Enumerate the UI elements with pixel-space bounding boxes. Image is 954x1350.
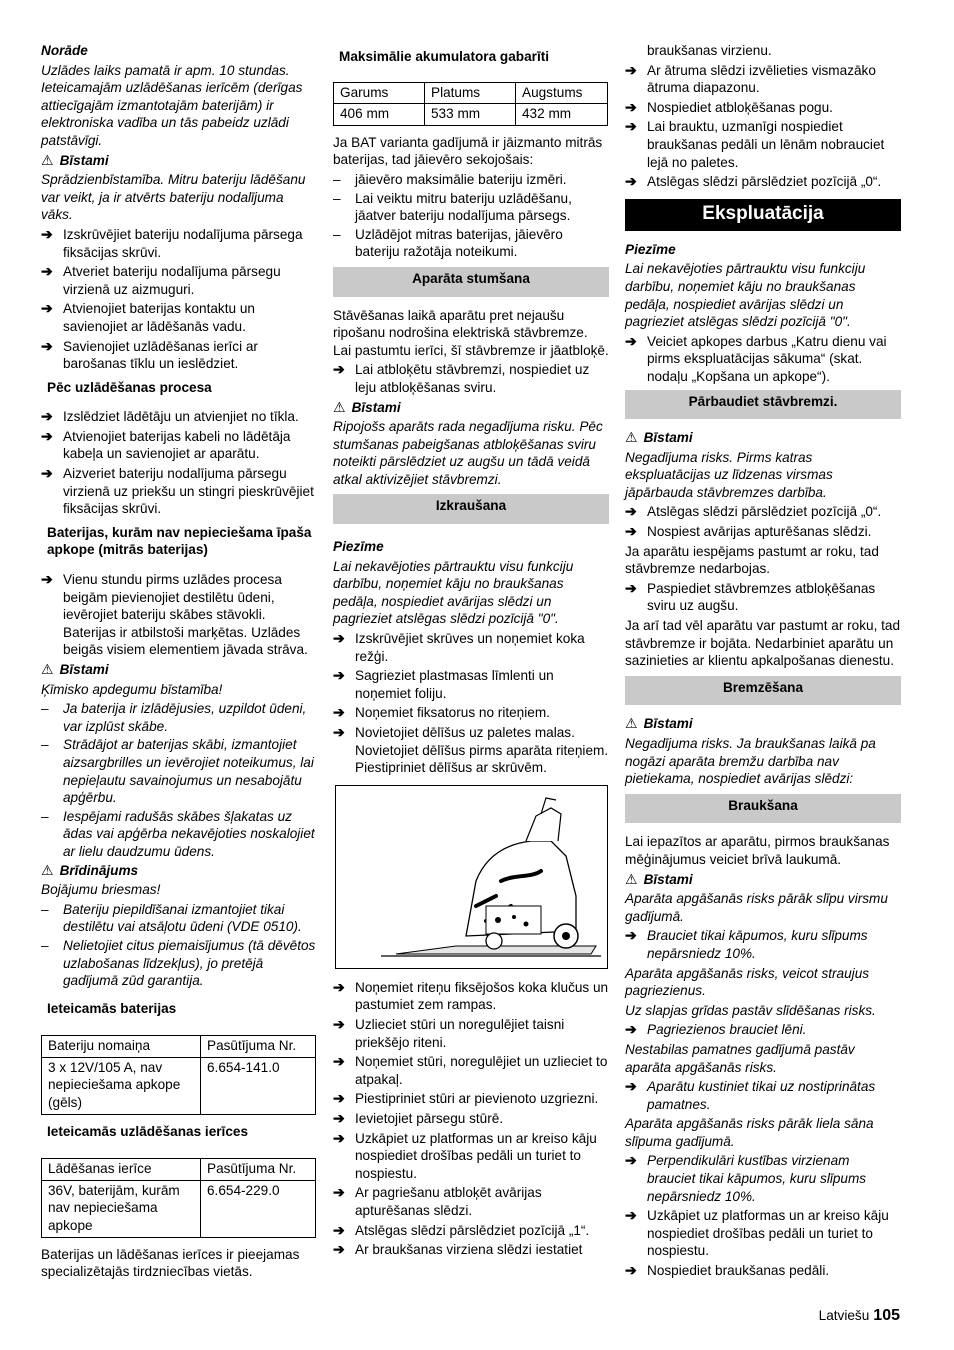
arrow-icon: ➔ [625, 98, 637, 115]
battery-table [41, 1035, 316, 1114]
dash-item: – Ja baterija ir izlādējusies, uzpildot ūdeni, var izplūst skābe. [41, 701, 307, 734]
danger-heading: ⚠ Bīstami [41, 661, 109, 677]
step-item: ➔ Atvienojiet baterijas kabeli no lādētāja kabeļa un savienojiet ar aparātu. [41, 427, 291, 462]
ride-on-machine-drawing [336, 786, 607, 968]
step-item: ➔ Ar ātruma slēdzi izvēlieties vismazāko ātruma diapazonu. [625, 61, 876, 96]
step-item: ➔ Uzlieciet stūri un noregulējiet taisni priekšējo riteni. [333, 1015, 565, 1050]
step-item: ➔ Izskrūvējiet skrūves un noņemiet koka režģi. [333, 630, 585, 664]
arrow-icon: ➔ [625, 1207, 637, 1224]
dash-item: – Nelietojiet citus piemaisījumus (tā dēvētos uzlabošanas līdzekļus), jo pretējā gadījumā zūd garantija. [41, 937, 316, 989]
arrow-icon: ➔ [625, 61, 637, 78]
step-item: ➔ Atslēgas slēdzi pārslēdziet pozīcijā „0“. [625, 503, 882, 520]
danger-heading: ⚠ Bīstami [41, 151, 109, 168]
danger-text: Nestabilas pamatnes gadījumā pastāv aparāta apgāšanās risks. [625, 1041, 855, 1075]
drive-text: Lai iepazītos ar aparātu, pirmos braukšanas mēģinājumus veiciet brīvā laukumā. [625, 834, 890, 867]
step-item: ➔ Ievietojiet pārsegu stūrē. [333, 1109, 504, 1126]
step-item: ➔ Noņemiet stūri, noregulējiet un uzlieciet to atpakaļ. [333, 1053, 608, 1087]
section-banner: Aparāta stumšana [333, 267, 609, 297]
section-banner: Pārbaudiet stāvbremzi. [625, 390, 901, 420]
note-text: Lai nekavējoties pārtrauktu visu funkciju darbību, noņemiet kāju no braukšanas pedāļa, nospiediet avārijas slēdzi un pagrieziet atslēgas slēdzi pozīcijā "0". [625, 261, 866, 330]
push-text: Stāvēšanas laikā aparātu pret nejaušu ripošanu nodrošina elektriskā stāvbremze. Lai pastumtu ierīci, šī stāvbremze ir jāatbloķē. [333, 307, 609, 358]
arrow-icon: ➔ [625, 1021, 637, 1038]
page-number: 105 [873, 1307, 900, 1324]
arrow-icon: ➔ [625, 503, 637, 520]
continued-text: braukšanas virzienu. [647, 43, 772, 58]
dash-item: – Lai veiktu mitru bateriju uzlādēšanu, jāatver bateriju nodalījuma pārsegs. [333, 190, 572, 224]
table-row: 36V, baterijām, kurām nav nepieciešama apkope 6.654-229.0 [42, 1180, 316, 1237]
danger-text: Ķīmisko apdegumu bīstamība! [41, 681, 223, 697]
arrow-icon: ➔ [333, 1090, 345, 1107]
step-item: ➔ Ar pagriešanu atbloķēt avārijas apturēšanas slēdzi. [333, 1184, 542, 1218]
section-heading: Ieteicamās baterijas [47, 1000, 177, 1016]
step-item: ➔ Aizveriet bateriju nodalījuma pārsegu virzienā uz priekšu un stingri pieskrūvējiet fiksācijas skrūvi. [41, 465, 314, 517]
step-item: ➔ Nospiest avārijas apturēšanas slēdzi. [625, 523, 872, 540]
danger-text: Aparāta apgāšanās risks, veicot straujus pagriezienus. [625, 965, 870, 999]
arrow-icon: ➔ [333, 1015, 345, 1032]
danger-text: Ripojošs aparāts rada negadījuma risku. Pēc stumšanas pabeigšanas atbloķēšanas sviru noteikti pārslēdziet uz augšu un tādā veidā atkal aktivizējiet stāvbremzi. [333, 419, 603, 487]
step-item: ➔ Piestipriniet stūri ar pievienoto uzgriezni. [333, 1090, 599, 1107]
column-2 [333, 42, 609, 1261]
danger-text: Negadījuma risks. Ja braukšanas laikā pa nogāzi aparāta bremžu darbība nav pietiekama, nospiediet avārijas slēdzi: [625, 736, 876, 787]
arrow-icon: ➔ [625, 173, 637, 190]
danger-text: Aparāta apgāšanās risks pārāk liela sāna slīpuma gadījumā. [625, 1116, 874, 1149]
step-item: ➔ Atslēgas slēdzi pārslēdziet pozīcijā „0“. [625, 173, 882, 190]
arrow-icon: ➔ [625, 332, 637, 349]
arrow-icon: ➔ [41, 465, 53, 482]
step-item: ➔ Atveriet bateriju nodalījuma pārsegu virzienā uz aizmuguri. [41, 263, 281, 297]
arrow-icon: ➔ [333, 724, 345, 740]
step-item: ➔ Lai atbloķētu stāvbremzi, nospiediet uz leju atbloķēšanas sviru. [333, 361, 590, 395]
step-item: ➔ Nospiediet atbloķēšanas pogu. [625, 98, 833, 115]
arrow-icon: ➔ [333, 704, 345, 721]
danger-text: Uz slapjas grīdas pastāv slīdēšanas risks. [625, 1002, 876, 1018]
warning-triangle-icon: ⚠ [41, 861, 54, 878]
step-item: ➔ Sagrieziet plastmasas līmlenti un noņemiet foliju. [333, 667, 554, 701]
charger-table [41, 1158, 316, 1237]
step-item: ➔ Noņemiet fiksatorus no riteņiem. [333, 704, 550, 721]
arrow-icon: ➔ [625, 118, 637, 135]
arrow-icon: ➔ [41, 337, 53, 354]
arrow-icon: ➔ [333, 1053, 345, 1070]
dash-item: – Strādājot ar baterijas skābi, izmantojiet aizsargbrilles un ievērojiet noteikumus, lai nepieļautu savainojumus un nesabojātu apģērbu. [41, 737, 314, 806]
availability-text: Baterijas un lādēšanas ierīces ir pieejamas specializētajās tirdzniecības vietās. [41, 1246, 300, 1280]
notice-text: Uzlādes laiks pamatā ir apm. 10 stundas. Ieteicamajām uzlādēšanas ierīcēm (derīgas attiecīgajām izmantotajām baterijām) ir elektroniska vadība un tās pabeidz uzlādi patstāvīgi. [41, 62, 303, 148]
dash-item: – jāievēro maksimālie bateriju izmēri. [333, 171, 567, 187]
danger-text: Sprādzienbīstamība. Mitru bateriju lādēšanu var veikt, ja ir atvērts bateriju nodalījuma vāks. [41, 172, 306, 223]
arrow-icon: ➔ [625, 1262, 637, 1279]
arrow-icon: ➔ [333, 1129, 345, 1146]
arrow-icon: ➔ [41, 408, 53, 425]
section-heading: Maksimālie akumulatora gabarīti [339, 49, 550, 64]
step-item: ➔ Atvienojiet baterijas kontaktu un savienojiet ar lādēšanās vadu. [41, 300, 255, 334]
arrow-icon: ➔ [41, 571, 53, 588]
warning-triangle-icon: ⚠ [333, 398, 346, 415]
arrow-icon: ➔ [333, 1184, 345, 1201]
notice-heading: Norāde [41, 43, 88, 58]
warning-triangle-icon: ⚠ [41, 661, 54, 677]
note-text: Lai nekavējoties pārtrauktu visu funkciju darbību, noņemiet kāju no braukšanas pedāļa, nospiediet avārijas slēdzi un pagrieziet atslēgas slēdzi pozīcijā "0". [333, 558, 574, 627]
table-header-row: Bateriju nomaiņa Pasūtījuma Nr. [42, 1036, 316, 1058]
step-item: ➔ Pagriezienos brauciet lēni. [625, 1021, 807, 1038]
step-list [625, 62, 901, 191]
step-list [41, 408, 317, 518]
step-list [41, 226, 317, 373]
table-header-row: Garums Platums Augstums [334, 82, 608, 104]
arrow-icon: ➔ [333, 630, 345, 647]
step-item: ➔ Paspiediet stāvbremzes atbloķēšanas sviru uz augšu. [625, 579, 876, 614]
column-3 [625, 42, 901, 1282]
bat-text: Ja BAT varianta gadījumā ir jāizmanto mitrās baterijas, tad jāievēro sekojošais: [333, 134, 603, 168]
step-item: ➔ Vienu stundu pirms uzlādes procesa beigām pievienojiet destilētu ūdeni, ievērojiet bateriju skābes stāvokli. Baterijas ir atbilstoši marķētas. Uzlādes beigās visiem elementiem jāvada strāva. [41, 571, 308, 658]
check-text: Ja arī tad vēl aparātu var pastumt ar roku, tad stāvbremze ir bojāta. Nedarbiniet aparātu un sazinieties ar klientu apkalpošanas dienestu. [625, 618, 901, 669]
section-banner: Braukšana [625, 794, 901, 824]
dimensions-table [333, 82, 608, 126]
arrow-icon: ➔ [333, 361, 345, 378]
section-banner: Bremzēšana [625, 676, 901, 706]
arrow-icon: ➔ [333, 1221, 345, 1238]
arrow-icon: ➔ [625, 1152, 637, 1169]
danger-heading: ⚠ Bīstami [625, 429, 693, 446]
arrow-icon: ➔ [333, 1241, 345, 1258]
table-row: 406 mm 533 mm 432 mm [334, 104, 608, 126]
arrow-icon: ➔ [41, 263, 53, 280]
note-heading: Piezīme [625, 241, 676, 257]
step-item: ➔ Veiciet apkopes darbus „Katru dienu vai pirms ekspluatācijas sākuma“ (skat. nodaļu „Kopšana un apkope“). [625, 332, 887, 384]
step-item: ➔ Lai brauktu, uzmanīgi nospiediet braukšanas pedāli un lēnām nobrauciet lejā no paletes. [625, 118, 885, 170]
step-item: ➔ Izslēdziet lādētāju un atvienjiet no tīkla. [41, 408, 299, 425]
section-banner: Izkraušana [333, 494, 609, 524]
danger-heading: ⚠ Bīstami [625, 715, 693, 732]
dash-item: – Iespējami radušās skābes šļakatas uz ādas vai apģērba nekavējoties noskalojiet ar lielu daudzumu ūdens. [41, 808, 315, 859]
step-list [333, 979, 609, 1259]
step-item: ➔ Novietojiet dēlīšus uz paletes malas. Novietojiet dēlīšus pirms aparāta riteņiem. Piestipriniet dēlīšus ar skrūvēm. [333, 724, 609, 776]
step-list [333, 630, 609, 777]
arrow-icon: ➔ [625, 523, 637, 540]
arrow-icon: ➔ [625, 1078, 637, 1095]
danger-text: Negadījuma risks. Pirms katras ekspluatācijas uz līdzenas virsmas jāpārbauda stāvbremzes darbība. [625, 449, 833, 500]
chapter-title: Ekspluatācija [625, 199, 901, 231]
step-item: ➔ Nospiediet braukšanas pedāli. [625, 1262, 830, 1279]
arrow-icon: ➔ [41, 427, 53, 444]
step-item: ➔ Brauciet tikai kāpumos, kuru slīpums nepārsniedz 10%. [625, 927, 868, 961]
step-item: ➔ Savienojiet uzlādēšanas ierīci ar barošanas tīklu un ieslēdziet. [41, 337, 258, 372]
arrow-icon: ➔ [625, 579, 637, 596]
step-item: ➔ Aparātu kustiniet tikai uz nostiprinātas pamatnes. [625, 1078, 876, 1112]
warning-heading: ⚠ Brīdinājums [41, 861, 139, 878]
arrow-icon: ➔ [41, 300, 53, 317]
step-item: ➔ Perpendikulāri kustības virzienam brauciet tikai kāpumos, kuru slīpums nepārsniedz 10%. [625, 1152, 867, 1204]
step-item: ➔ Ar braukšanas virziena slēdzi iestatiet [333, 1241, 583, 1258]
step-item: ➔ Uzkāpiet uz platformas un ar kreiso kāju nospiediet drošības pedāli un turiet to nospiestu. [333, 1129, 597, 1181]
section-heading: Baterijas, kurām nav nepieciešama īpaša apkope (mitrās baterijas) [47, 524, 312, 558]
danger-text: Aparāta apgāšanās risks pārāk slīpu virsmu gadījumā. [625, 891, 888, 924]
arrow-icon: ➔ [625, 927, 637, 944]
note-heading: Piezīme [333, 539, 384, 555]
column-1 [41, 42, 317, 1283]
arrow-icon: ➔ [333, 1109, 345, 1126]
step-item: ➔ Noņemiet riteņu fiksējošos koka klučus un pastumiet zem rampas. [333, 978, 609, 1013]
dash-item: – Bateriju piepildīšanai izmantojiet tikai destilētu vai atsāļotu ūdeni (VDE 0510). [41, 901, 302, 935]
warning-triangle-icon: ⚠ [625, 715, 638, 732]
table-header-row: Lādēšanas ierīce Pasūtījuma Nr. [42, 1159, 316, 1181]
warning-text: Bojājumu briesmas! [41, 882, 161, 898]
warning-triangle-icon: ⚠ [625, 870, 638, 887]
arrow-icon: ➔ [333, 667, 345, 684]
table-row: 3 x 12V/105 A, nav nepieciešama apkope (gēls) 6.654-141.0 [42, 1057, 316, 1114]
footer-language: Latviešu [818, 1308, 870, 1323]
dash-item: – Uzlādējot mitras baterijas, jāievēro bateriju ražotāja noteikumi. [333, 226, 563, 260]
step-item: ➔ Uzkāpiet uz platformas un ar kreiso kāju nospiediet drošības pedāli un turiet to nospiestu. [625, 1207, 889, 1259]
step-item: ➔ Atslēgas slēdzi pārslēdziet pozīcijā „1“. [333, 1221, 590, 1238]
section-heading: Ieteicamās uzlādēšanas ierīces [47, 1123, 249, 1139]
arrow-icon: ➔ [41, 225, 53, 242]
section-heading: Pēc uzlādēšanas procesa [47, 379, 212, 395]
danger-heading: ⚠ Bīstami [625, 870, 693, 887]
page-footer [819, 1307, 900, 1325]
machine-unloading-illustration [335, 785, 608, 969]
danger-heading: ⚠ Bīstami [333, 398, 401, 415]
warning-triangle-icon: ⚠ [41, 151, 54, 168]
check-text: Ja aparātu iespējams pastumt ar roku, tad stāvbremze nedarbojas. [625, 543, 879, 577]
step-item: ➔ Izskrūvējiet bateriju nodalījuma pārsega fiksācijas skrūvi. [41, 225, 303, 260]
arrow-icon: ➔ [333, 978, 345, 995]
warning-triangle-icon: ⚠ [625, 429, 638, 446]
